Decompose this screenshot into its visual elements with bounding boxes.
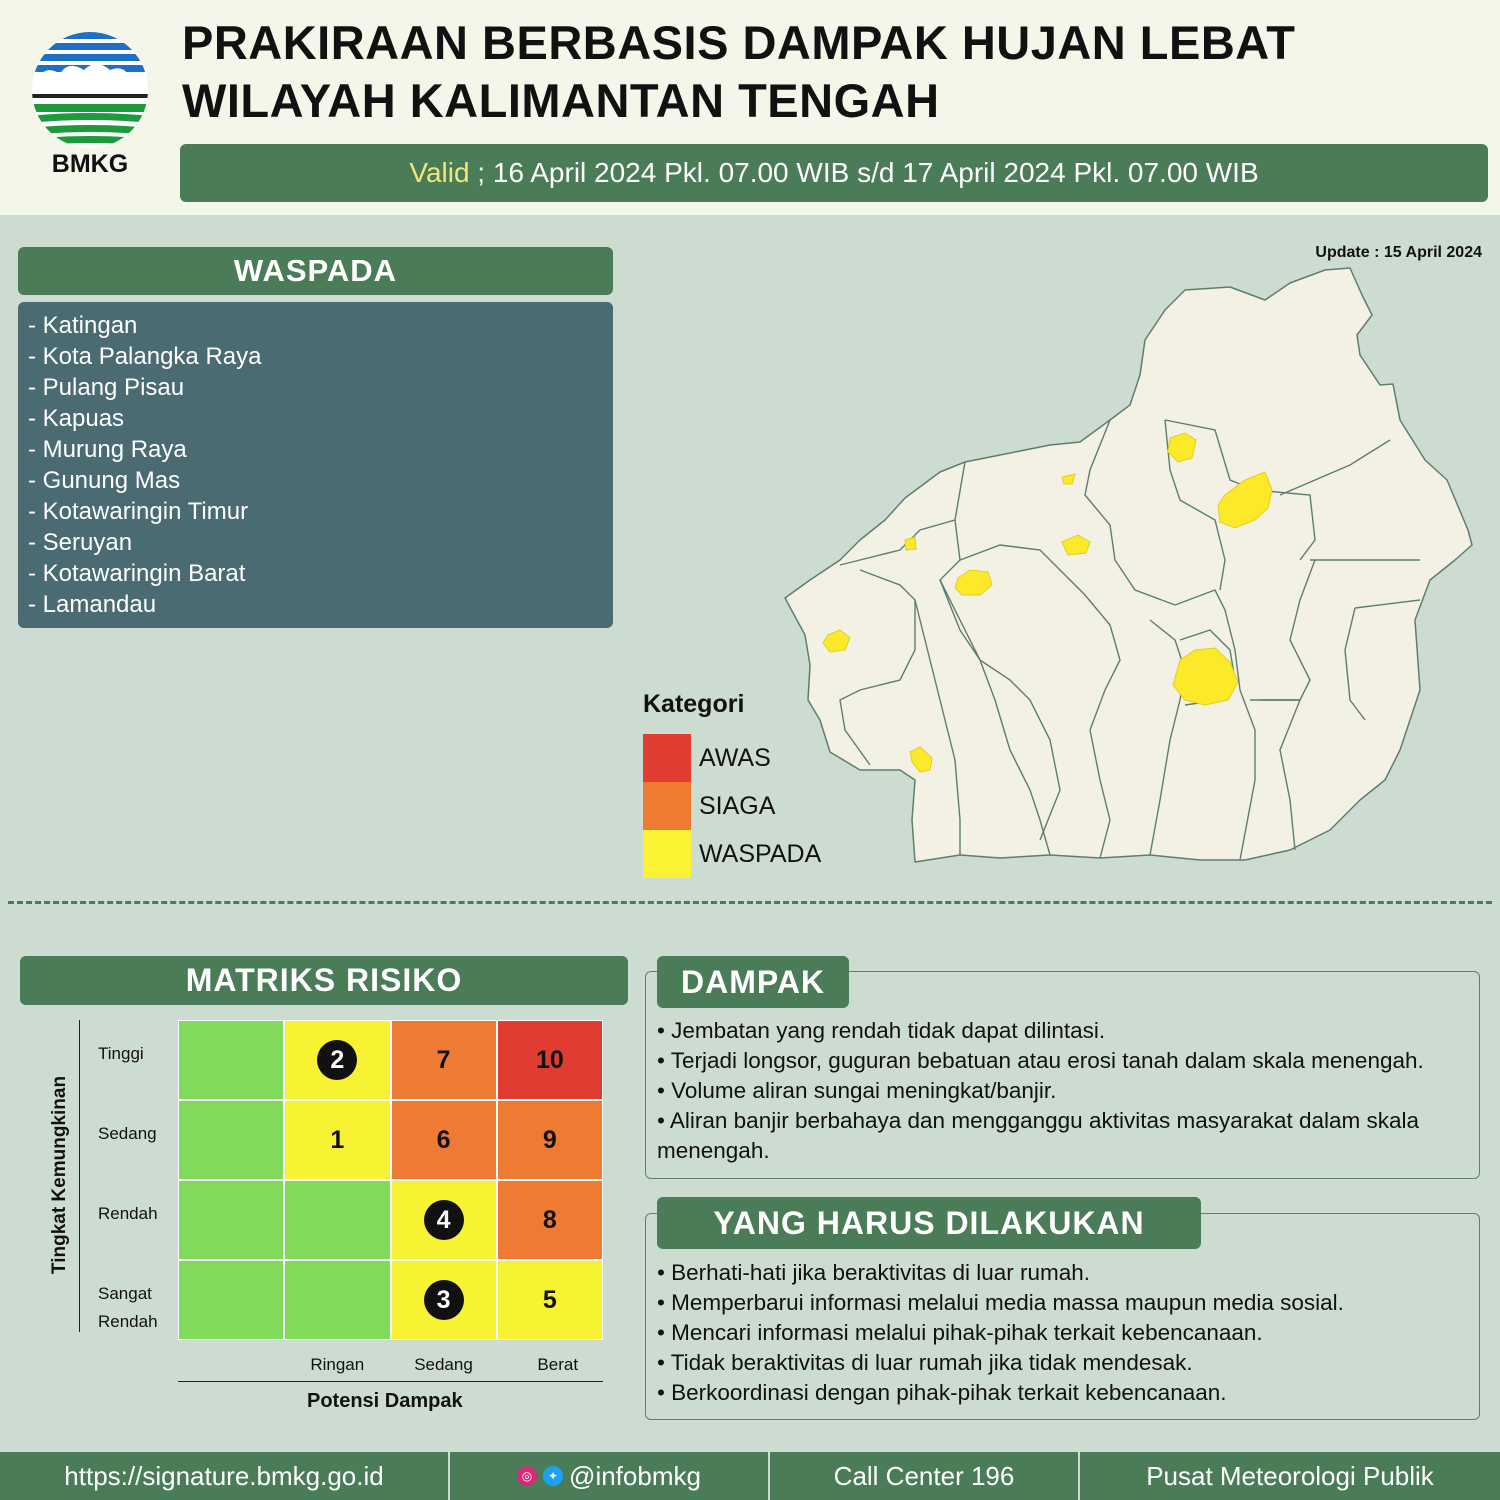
list-item: • Tidak beraktivitas di luar rumah jika tidak mendesak. (657, 1350, 1193, 1375)
matrix-cell (498, 1101, 602, 1179)
dampak-list (657, 1016, 1472, 1166)
dampak-heading: DAMPAK (657, 956, 849, 1008)
bmkg-logo (28, 28, 152, 188)
matrix-cell-value: 3 (424, 1280, 464, 1320)
legend-title: Kategori (643, 690, 745, 718)
bmkg-logo-icon (28, 28, 152, 148)
waspada-region-item: - Murung Raya (28, 436, 187, 463)
matrix-cell (179, 1021, 283, 1099)
org-name: Pusat Meteorologi Publik (1146, 1461, 1434, 1491)
waspada-region-item: - Lamandau (28, 591, 157, 618)
map-province-outline (785, 268, 1472, 862)
legend-item (643, 734, 771, 782)
twitter-icon: ✦ (543, 1466, 563, 1486)
legend-label: AWAS (699, 743, 771, 772)
legend-swatch (643, 734, 691, 782)
column-label: Berat (537, 1355, 579, 1374)
waspada-region-item: - Gunung Mas (28, 467, 181, 494)
footer-social[interactable] (450, 1452, 770, 1500)
action-list (657, 1258, 1472, 1408)
matrix-cell (179, 1181, 283, 1259)
matrix-cell (392, 1021, 496, 1099)
waspada-heading: WASPADA (18, 247, 613, 295)
waspada-region-item: - Kapuas (28, 405, 125, 432)
list-item: • Berkoordinasi dengan pihak-pihak terkait kebencanaan. (657, 1380, 1227, 1405)
matrix-cell (285, 1021, 389, 1099)
matrix-cell-value: 9 (542, 1125, 557, 1154)
risk-matrix (178, 1020, 603, 1340)
waspada-region-item: - Kotawaringin Barat (28, 560, 246, 587)
title-line-1: PRAKIRAAN BERBASIS DAMPAK HUJAN LEBAT (182, 16, 1296, 69)
legend-label: SIAGA (699, 791, 776, 820)
matrix-cell-value: 2 (317, 1040, 357, 1080)
matrix-cell-value: 5 (542, 1285, 557, 1314)
action-heading: YANG HARUS DILAKUKAN (657, 1197, 1201, 1249)
matrix-heading: MATRIKS RISIKO (20, 956, 628, 1005)
x-axis-title: Potensi Dampak (307, 1390, 463, 1412)
kalimantan-tengah-map (760, 262, 1490, 872)
call-center-text: Call Center 196 (833, 1461, 1015, 1491)
list-item: • Berhati-hati jika beraktivitas di luar rumah. (657, 1260, 1091, 1285)
matrix-cell (498, 1261, 602, 1339)
matrix-cell-value: 6 (436, 1125, 451, 1154)
waspada-region-item: - Kota Palangka Raya (28, 343, 262, 370)
matrix-cell (392, 1261, 496, 1339)
matrix-cell-value: 4 (424, 1200, 464, 1240)
footer-website[interactable] (0, 1452, 450, 1500)
matrix-cell (498, 1021, 602, 1099)
waspada-region-item: - Katingan (28, 312, 138, 339)
matrix-cell-value: 7 (436, 1045, 451, 1074)
row-label: Rendah (98, 1204, 158, 1223)
legend-label: WASPADA (699, 839, 822, 868)
footer-org (1080, 1452, 1500, 1500)
row-label: Sangat Rendah (98, 1284, 158, 1331)
matrix-cell-value: 10 (535, 1045, 564, 1074)
matrix-cell (285, 1101, 389, 1179)
instagram-icon: ◎ (517, 1466, 537, 1486)
title-line-2: WILAYAH KALIMANTAN TENGAH (182, 74, 940, 127)
list-item: • Mencari informasi melalui pihak-pihak terkait kebencanaan. (657, 1320, 1263, 1345)
row-label: Sedang (98, 1124, 157, 1143)
column-label: Ringan (310, 1355, 365, 1374)
matrix-cell (498, 1181, 602, 1259)
website-link[interactable]: https://signature.bmkg.go.id (64, 1461, 384, 1491)
list-item: • Terjadi longsor, guguran bebatuan atau erosi tanah dalam skala menengah. (657, 1048, 1424, 1073)
waspada-region-item: - Seruyan (28, 529, 133, 556)
valid-label: Valid (409, 157, 470, 188)
valid-period-text: ; 16 April 2024 Pkl. 07.00 WIB s/d 17 April 2024 Pkl. 07.00 WIB (469, 157, 1259, 188)
matrix-cell (392, 1101, 496, 1179)
social-handle[interactable]: @infobmkg (569, 1461, 701, 1491)
y-axis-title: Tingkat Kemungkinan (49, 1075, 70, 1275)
section-divider (8, 901, 1492, 904)
matrix-cell (285, 1261, 389, 1339)
logo-text: BMKG (51, 150, 129, 178)
x-axis-line (178, 1381, 603, 1382)
page-title (182, 14, 1295, 130)
valid-period-bar (180, 144, 1488, 202)
list-item: • Volume aliran sungai meningkat/banjir. (657, 1078, 1057, 1103)
list-item: • Jembatan yang rendah tidak dapat dilintasi. (657, 1018, 1106, 1043)
legend-item (643, 782, 775, 830)
header (0, 0, 1500, 215)
list-item: • Memperbarui informasi melalui media massa maupun media sosial. (657, 1290, 1344, 1315)
footer-call-center (770, 1452, 1080, 1500)
row-label: Tinggi (98, 1044, 144, 1063)
matrix-cell-value: 1 (330, 1125, 345, 1154)
matrix-cell-value: 8 (542, 1205, 557, 1234)
waspada-region-item: - Kotawaringin Timur (28, 498, 249, 525)
waspada-region-list (18, 302, 613, 628)
legend-swatch (643, 782, 691, 830)
y-axis-line (79, 1020, 80, 1332)
matrix-cell (179, 1261, 283, 1339)
list-item: • Aliran banjir berbahaya dan mengganggu aktivitas masyarakat dalam skala menengah. (657, 1108, 1420, 1163)
waspada-region-item: - Pulang Pisau (28, 374, 185, 401)
footer (0, 1452, 1500, 1500)
matrix-cell (179, 1101, 283, 1179)
legend-swatch (643, 830, 691, 878)
update-date: Update : 15 April 2024 (1315, 244, 1482, 261)
legend-item (643, 830, 821, 878)
matrix-cell (285, 1181, 389, 1259)
column-label: Sedang (414, 1355, 473, 1374)
matrix-cell (392, 1181, 496, 1259)
